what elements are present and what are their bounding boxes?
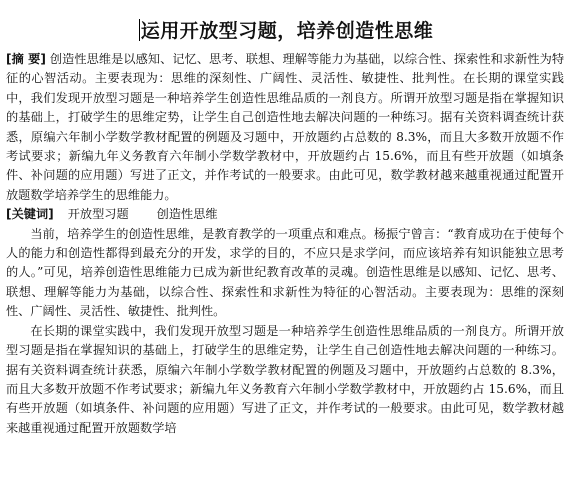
keyword-item: 创造性思维 [156, 207, 218, 222]
document-title[interactable]: 运用开放型习题，培养创造性思维 [140, 20, 434, 42]
keywords-row[interactable] [6, 205, 564, 224]
document-body[interactable] [6, 50, 564, 438]
abstract-paragraph[interactable] [6, 50, 564, 205]
abstract-text: 创造性思维是以感知、记忆、思考、联想、理解等能力为基础，以综合性、探索性和求新性为特征的心智活动。主要表现为：思维的深刻性、广阔性、灵活性、敏捷性、批判性。在长期的课堂实践中，我们发现开放型习题是一种培养学生创造性思维品质的一剂良方。所谓开放型习题是指在掌握知识的基础上，打破学生的思维定势，让学生自己创造性地去解决问题的一种练习。据有关资料调查统计获悉，原编六年制小学数学教材配置的例题及习题中，开放题约占总数的 8.3%，而且大多数开放题不作考试要求；新编九年义务教育六年制小学数学教材中，开放题约占 15.6%，而且有些开放题（如填条件、补问题的应用题）写进了正文，并作考试的一般要求。由此可见，数学教材越来越重视通过配置开放题数学培养学生的思维能力。 [6, 52, 565, 202]
body-paragraph[interactable]: 在长期的课堂实践中，我们发现开放型习题是一种培养学生创造性思维品质的一剂良方。所谓开放型习题是指在掌握知识的基础上，打破学生的思维定势，让学生自己创造性地去解决问题的一种练习。据有关资料调查统计获悉，原编六年制小学数学教材配置的例题及习题中，开放题约占总数的 8.3%，而且大多数开放题不作考试要求；新编九年义务教育六年制小学数学教材中，开放题约占 15.6%，而且有些开放题（如填条件、补问题的应用题）写进了正文，并作考试的一般要求。由此可见，数学教材越来越重视通过配置开放题数学培 [6, 323, 564, 435]
title-row [0, 16, 572, 46]
keyword-item: 开放型习题 [67, 207, 129, 222]
abstract-label: [摘 要] [6, 52, 46, 66]
body-paragraph[interactable]: 当前，培养学生的创造性思维，是教育教学的一项重点和难点。杨振宁曾言：“教育成功在于使每个人的能力和创造性都得到最充分的开发，求学的目的，不应只是求学问，而应该培养有知识能独立思考的人。”可见，培养创造性思维能力已成为新世纪教育改革的灵魂。创造性思维是以感知、记忆、思考、联想、理解等能力为基础，以综合性、探索性和求新性为特征的心智活动。主要表现为：思维的深刻性、广阔性、灵活性、敏捷性、批判性。 [6, 226, 564, 319]
keywords-label: [关键词] [6, 207, 54, 222]
text-cursor [139, 19, 140, 41]
